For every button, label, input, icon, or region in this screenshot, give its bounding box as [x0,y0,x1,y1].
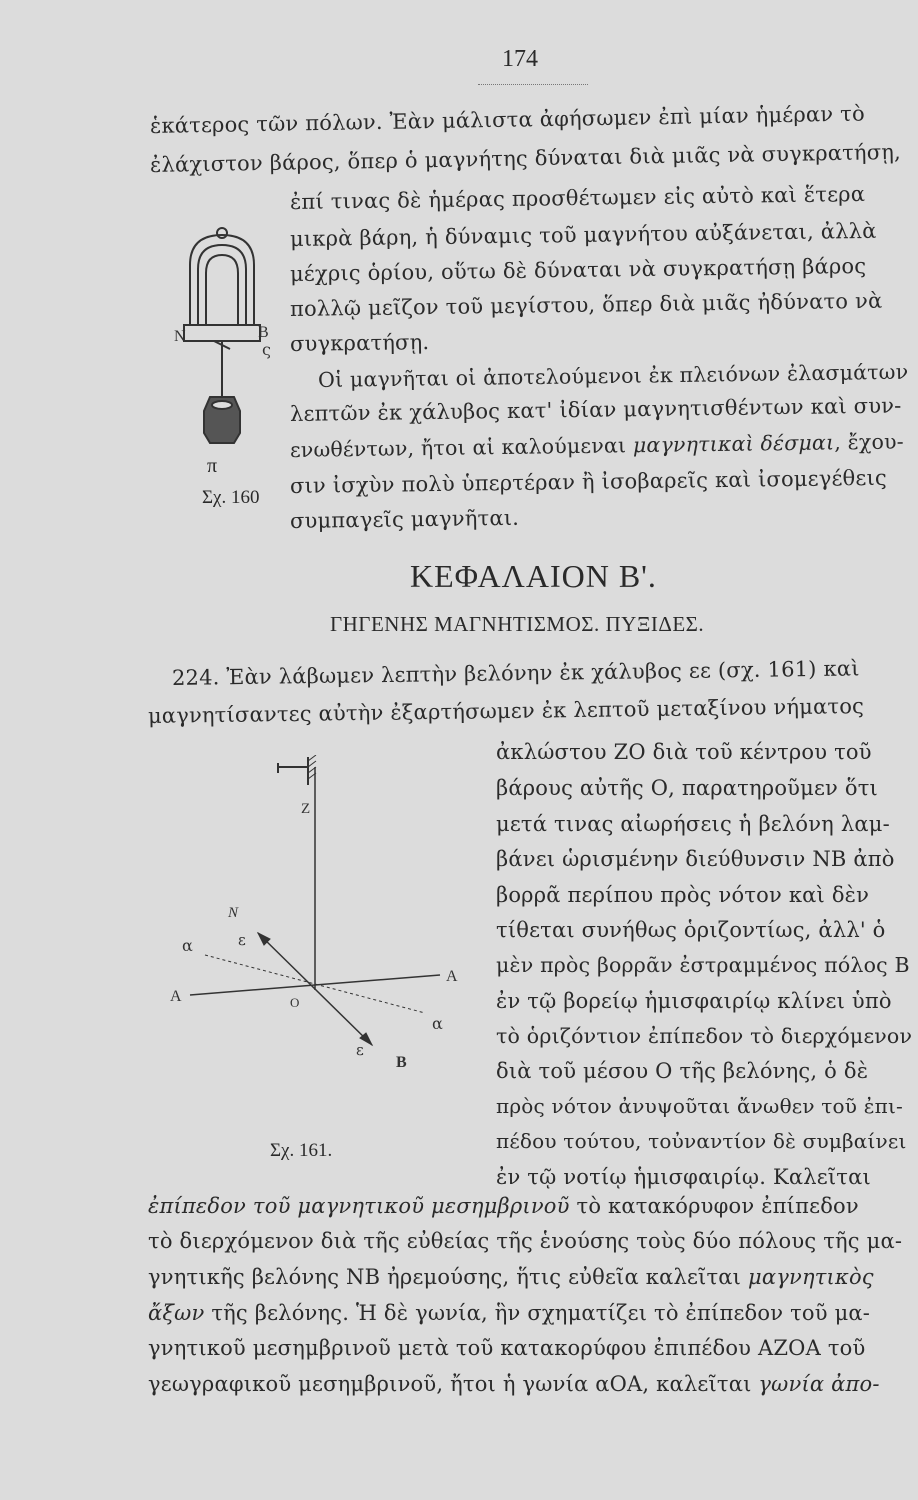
text-line: βορρᾶ περίπου πρὸς νότον καὶ δὲν [496,883,870,907]
text-line: συμπαγεῖς μαγνῆται. [289,505,520,533]
fig161-label-alpha: α [182,936,193,955]
italic-term: μαγνητικαὶ δέσμαι [632,430,835,458]
fig161-label-alpha: α [432,1014,443,1033]
text-line: πέδου τούτου, τοὐναντίον δὲ συμβαίνει [496,1129,907,1153]
text-line [148,1374,880,1395]
italic-term: ἐπίπεδον τοῦ μαγνητικοῦ μεσημβρινοῦ [148,1194,570,1218]
text-line [148,1267,874,1288]
fig160-label-n: N [174,328,186,345]
fig161-label-epsilon: ε [356,1041,364,1059]
fig160-label-pi: π [207,455,218,477]
text-line: σιν ἰσχὺν πολὺ ὑπερτέραν ἢ ἰσοβαρεῖς καὶ ἰσομεγέθεις [289,465,888,498]
fig161-label-a-left: A [170,988,182,1005]
text-segment: τῆς βελόνης. Ἡ δὲ γωνία, ἣν σχηματίζει τὸ ἐπίπεδον τοῦ μα- [204,1301,871,1325]
fig161-label-n: N [228,905,239,921]
text-line: πρὸς νότον ἀνυψοῦται ἄνωθεν τοῦ ἐπι- [496,1094,903,1118]
italic-term: μαγνητικὸς [748,1265,874,1289]
text-line: γνητικοῦ μεσημβρινοῦ μετὰ τοῦ κατακορύφου ἐπιπέδου ΑΖΟΑ τοῦ [148,1336,866,1360]
fig161-caption: Σχ. 161. [270,1140,333,1161]
fig160-label-b: B [258,324,269,341]
text-segment: ενωθέντων, ἤτοι αἱ καλούμεναι [289,433,634,462]
text-line: μετά τινας αἰωρήσεις ἡ βελόνη λαμ- [496,812,890,836]
fig161-label-a-right: A [446,968,458,985]
text-line: διὰ τοῦ μέσου Ο τῆς βελόνης, ὁ δὲ [496,1059,869,1083]
text-line: μὲν πρὸς βορρᾶν ἐστραμμένος πόλος Β [496,953,910,977]
text-line: συγκρατήσῃ. [289,330,430,356]
text-line [148,1303,870,1324]
page-number: 174 [502,46,538,72]
fig161-label-b: B [396,1054,407,1071]
italic-term: γωνία ἀπο- [758,1372,880,1396]
text-line: μέχρις ὁρίου, οὕτω δὲ δύναται νὰ συγκρατήσῃ βάρος [289,253,867,286]
fig160-label-s: ς [262,340,271,359]
text-line: ἐν τῷ νοτίῳ ἡμισφαιρίῳ. Καλεῖται [496,1165,871,1189]
text-line: ἐν τῷ βορείῳ ἡμισφαιρίῳ κλίνει ὑπὸ [496,989,892,1013]
figure-160-magnet [170,225,280,455]
text-line: Οἱ μαγνῆται οἱ ἀποτελούμενοι ἐκ πλειόνων ἐλασμάτων [317,359,909,392]
italic-term: ἄξων [148,1301,205,1325]
text-line: μικρὰ βάρη, ἡ δύναμις τοῦ μαγνήτου αὐξάνεται, ἀλλὰ [289,218,877,251]
fig160-caption: Σχ. 160 [202,487,260,508]
text-line: τὸ διερχόμενον διὰ τῆς εὐθείας τῆς ἑνούσης τοὺς δύο πόλους τῆς μα- [148,1229,903,1253]
text-line: βάνει ὡρισμένην διεύθυνσιν ΝΒ ἀπὸ [496,847,895,871]
text-line: μαγνητίσαντες αὐτὴν ἐξαρτήσωμεν ἐκ λεπτοῦ μεταξίνου νήματος [147,694,865,728]
text-line: ἐπί τινας δὲ ἡμέρας προσθέτωμεν εἰς αὐτὸ καὶ ἕτερα [289,181,866,214]
text-line: τίθεται συνήθως ὁριζοντίως, ἀλλ' ὁ [496,918,886,942]
text-line: ἀκλώστου ΖΟ διὰ τοῦ κέντρου τοῦ [496,740,872,764]
text-line: πολλῷ μεῖζον τοῦ μεγίστου, ὅπερ διὰ μιᾶς ἠδύνατο νὰ [289,288,883,321]
text-segment: γεωγραφικοῦ μεσημβρινοῦ, ἤτοι ἡ γωνία αΟΑ, καλεῖται [148,1372,759,1396]
chapter-subtitle: ΓΗΓΕΝΗΣ ΜΑΓΝΗΤΙΣΜΟΣ. ΠΥΞΙΔΕΣ. [330,612,705,636]
figure-161-needle-diagram [160,755,480,1075]
text-segment: γνητικῆς βελόνης ΝΒ ἠρεμούσης, ἥτις εὐθεῖα καλεῖται [148,1265,748,1289]
text-line: βάρους αὐτῆς Ο, παρατηροῦμεν ὅτι [496,776,878,800]
page-number-rule [478,84,588,85]
chapter-title: ΚΕΦΑΛΑΙΟΝ Β'. [410,558,657,594]
text-line: ἐλάχιστον βάρος, ὅπερ ὁ μαγνήτης δύναται διὰ μιᾶς νὰ συγκρατήσῃ, [149,139,902,177]
fig161-label-o: O [290,995,300,1010]
text-segment: τὸ κατακόρυφον ἐπίπεδον [569,1194,859,1218]
text-line [148,1196,859,1217]
text-line: λεπτῶν ἐκ χάλυβος κατ' ἰδίαν μαγνητισθέντων καὶ συν- [289,393,902,426]
text-segment: , ἔχου- [834,429,904,455]
text-line: 224. Ἐὰν λάβωμεν λεπτὴν βελόνην ἐκ χάλυβος εε (σχ. 161) καὶ [171,656,860,690]
fig161-label-z: Z [301,801,311,817]
text-line: τὸ ὁριζόντιον ἐπίπεδον τὸ διερχόμενον [496,1024,913,1048]
fig161-label-epsilon: ε [238,931,246,949]
text-line [290,431,904,460]
text-line: ἑκάτερος τῶν πόλων. Ἐὰν μάλιστα ἀφήσωμεν ἐπὶ μίαν ἡμέραν τὸ [149,101,866,138]
